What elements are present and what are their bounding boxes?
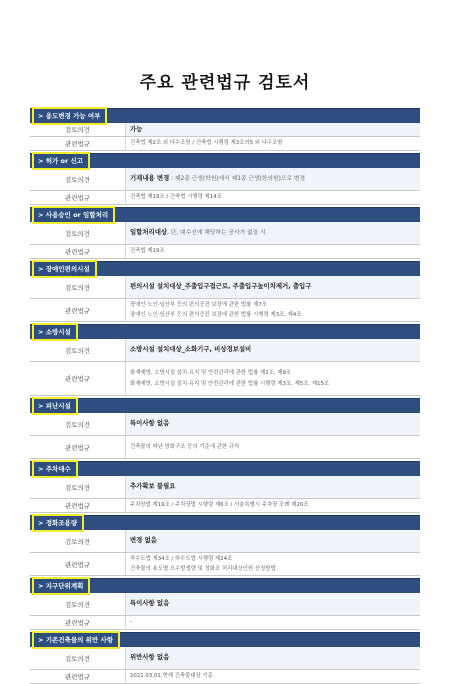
opinion-text: 소방시설 설치대상_소화기구, 비상경보설비 [130,345,252,353]
opinion-row [30,123,420,137]
section-title: > 사용승인 or 임할처리 [32,206,115,224]
section-header [30,153,420,168]
law-text: 주차장법 제19조 / 주차장법 시행령 제6조 / 서울특별시 주차장 조례 제20조 [130,502,309,508]
law-text: 2021.03.01.현재 건축물대장 기준 [130,673,213,679]
row-label: 관련법규 [30,137,126,150]
row-label: 관련법규 [30,616,126,629]
law-row [30,670,420,684]
row-label: 관련법규 [30,553,126,575]
section-title: > 기존건축물의 위반 사항 [32,631,120,649]
row-label: 검토의견 [30,593,126,615]
opinion-text: 특이사항 없음 [130,599,170,607]
row-label: 관련법규 [30,670,126,683]
opinion-note: : 제2종 근생(학원)에서 제1종 근생(한의원)으로 변경 [169,176,306,182]
section-header [30,461,420,476]
opinion-row [30,276,420,299]
law-text: 건축법 제19조 [130,248,165,254]
row-label: 검토의견 [30,476,126,498]
law-text: 건축법 제2조 외 다수조항 / 건축법 시행령 제3조의5 외 다수조항 [130,140,283,146]
row-label: 관련법규 [30,499,126,512]
opinion-text: 편의시설 설치대상_주출입구접근로, 주출입구높이차제거, 출입구 [130,282,312,290]
law-text: 장애인·노인·임산부 등의 편의증진 보장에 관한 법률 제7조 [130,302,267,308]
law-text: - [130,619,132,625]
section-title: > 주차대수 [32,460,78,478]
section-header [30,632,420,647]
law-text: 화재예방, 소방시설 설치·유지 및 안전관리에 관한 법률 제2조, 제9조 [130,369,292,376]
law-text: 건축법 제19조 / 건축법 시행령 제14조 [130,194,222,200]
law-text: 건축물의 피난·방화구조 등의 기준에 관한 규칙 [130,443,240,450]
section-title: > 장애인편의시설 [32,260,97,278]
section-header [30,515,420,530]
opinion-text: 기재내용 변경 [130,174,170,182]
law-text: 하수도법 제34조 / 하수도법 시행령 제24조 [130,556,233,562]
opinion-text: 추가확보 불필요 [130,482,176,490]
opinion-note: , 단, 대수선에 해당하는 공사가 없을 시 [167,230,266,236]
row-label: 관련법규 [30,436,126,458]
row-label: 검토의견 [30,530,126,552]
opinion-text: 일할처리대상 [130,228,168,236]
opinion-row [30,593,420,616]
row-label: 검토의견 [30,413,126,435]
row-label: 검토의견 [30,647,126,669]
section-title: > 허가 or 신고 [32,152,90,170]
section-title: > 피난시설 [32,397,78,415]
opinion-row [30,222,420,245]
section-title: > 지구단위계획 [32,577,90,595]
law-row [30,553,420,576]
section-header [30,324,420,339]
review-sheet [30,106,420,684]
law-row [30,245,420,259]
section-header [30,261,420,276]
law-row [30,436,420,459]
law-row [30,499,420,513]
section-header [30,398,420,413]
row-label: 관련법규 [30,245,126,258]
opinion-row [30,530,420,553]
section-header [30,578,420,593]
section-title: > 소방시설 [32,323,78,341]
law-row [30,299,420,322]
section-title: > 용도변경 가능 여부 [32,107,107,125]
law-row [30,616,420,630]
section-header [30,108,420,123]
opinion-text: 변경 없음 [130,536,157,544]
law-row [30,137,420,151]
row-label: 관련법규 [30,191,126,204]
opinion-text: 가능 [130,125,143,133]
row-label: 검토의견 [30,339,126,361]
page-title: 주요 관련법규 검토서 [139,73,311,93]
law-row [30,362,420,396]
row-label: 검토의견 [30,222,126,244]
law-text: 화재예방, 소방시설 설치·유지 및 안전관리에 관한 법률 시행령 제3조, 제5조, 제15조 [130,380,330,387]
opinion-text: 위반사항 없음 [130,653,170,661]
row-label: 검토의견 [30,276,126,298]
opinion-row [30,413,420,436]
opinion-row [30,647,420,670]
opinion-row [30,476,420,499]
opinion-row [30,339,420,362]
law-text: 장애인·노인·임산부 등의 편의증진 보장에 관한 법률 시행령 제3조, 제4조 [130,312,302,318]
row-label: 관련법규 [30,362,126,395]
opinion-text: 특이사항 없음 [130,419,170,427]
section-header [30,207,420,222]
law-text: 건축물의 용도별 오수발생량 및 정화조 처리대상인원 산정방법 [130,566,276,572]
law-row [30,191,420,205]
section-title: > 정화조용량 [32,514,84,532]
row-label: 검토의견 [30,168,126,190]
opinion-row [30,168,420,191]
row-label: 검토의견 [30,123,126,136]
row-label: 관련법규 [30,299,126,321]
